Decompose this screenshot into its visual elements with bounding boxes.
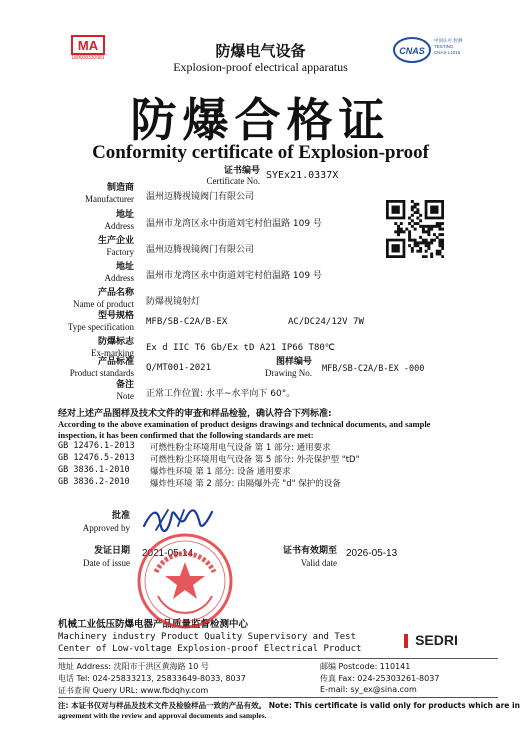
approved-by-label-en: Approved by [82,523,130,533]
statement-en-1: According to the above examination of product designs drawings and technical documents, and sample [58,419,431,429]
issue-date-label [60,545,130,569]
field-label-en: Ex-marking [91,348,134,358]
field-label-en: Factory [106,247,134,257]
valid-date-value: 2026-05-13 [346,548,398,559]
statement-en-2: inspection, it has been confirmed that the following standards are met: [58,430,314,440]
official-stamp [136,532,234,630]
header-cn: 防爆电气设备 [215,42,306,60]
contact-postcode: 邮编 Postcode: 110141 [320,662,411,671]
statement-cn: 经对上述产品图样及技术文件的审查和样品检验，确认符合下列标准: [58,409,332,419]
standard-code: GB 3836.2-2010 [58,477,130,487]
field-label [4,357,134,379]
issue-date-value: 2021-05-14 [142,548,194,559]
agency-en-1: Machinery industry Product Quality Supervisory and Test [58,632,357,642]
field-label-en: Type specification [67,322,134,332]
field-value: 正常工作位置: 水平~水平向下 60°。 [146,389,296,399]
field-value: 温州市龙湾区永中街道刘宅村伯温路 109 号 [146,219,322,229]
cert-no-label [190,166,260,186]
field-value: MFB/SB-C2A/B-EX [146,317,228,327]
drawing-no-label-cn: 图样编号 [275,357,312,367]
contact-query: 证书查询 Query URL: www.fbdqhy.com [58,686,209,695]
cert-no-label-cn: 证书编号 [223,166,260,176]
page-title: 防爆合格证 [130,93,391,147]
field-label-cn: 产品标准 [97,357,134,367]
contact-tel: 电话 Tel: 024-25833213, 25833649-8033, 8037 [58,674,246,683]
approved-by-label-cn: 批准 [111,511,130,521]
drawing-no-label-en: Drawing No. [265,368,312,378]
standard-name: 爆炸性环境 第 1 部分: 设备 通用要求 [150,467,291,477]
header-en: Explosion-proof electrical apparatus [173,60,348,74]
standard-code: GB 3836.1-2010 [58,465,130,475]
contact-email: E-mail: sy_ex@sina.com [320,685,417,694]
sedri-logo-text: SEDRI [415,632,458,648]
field-label-cn: 制造商 [106,183,134,193]
field-value: 防爆视镜射灯 [146,297,201,307]
field-label-en: Note [116,391,134,401]
field-label-en: Product standards [69,368,134,378]
field-label-en: Name of product [73,299,134,309]
field-label [4,210,134,232]
footnote-2: agreement with the review and approval documents and samples. [58,711,267,720]
field-label-cn: 产品名称 [97,288,134,298]
field-value: 温州市龙湾区永中街道刘宅村伯温路 109 号 [146,271,322,281]
field-value: 温州迈腾视镜阀门有限公司 [146,192,255,202]
divider-bottom [58,697,498,698]
standard-code: GB 12476.1-2013 [58,441,135,451]
cert-no-value: SYEx21.0337X [266,170,339,181]
field-label [4,288,134,310]
qr-code [386,200,444,258]
agency-en-2: Center of Low-voltage Explosion-proof Electrical Product [58,644,362,654]
field-label [4,337,134,359]
approved-by-label [60,510,130,534]
ma-logo-sub: 180008330081 [71,55,105,61]
valid-date-label-cn: 证书有效期至 [282,546,337,556]
footnote-1: 注: 本证书仅对与样品及技术文件及检验样品一致的产品有效。 Note: This certificate is valid only for products which are in [58,701,520,710]
issue-date-label-cn: 发证日期 [93,546,130,556]
drawing-no-label [240,357,312,379]
standard-code: GB 12476.5-2013 [58,453,135,463]
field-value: Q/MT001-2021 [146,363,212,373]
field-label-en: Address [104,221,134,231]
field-label [4,262,134,284]
valid-date-label [262,545,337,569]
standard-name: 可燃性粉尘环境用电气设备 第 1 部分: 通用要求 [150,443,331,453]
field-label [4,183,134,205]
field-label-cn: 地址 [115,262,134,272]
field-label-en: Address [104,273,134,283]
field-label-cn: 防爆标志 [97,337,134,347]
contact-fax: 传真 Fax: 024-25303261-8037 [320,674,440,683]
svg-text:CNAS: CNAS [399,46,425,56]
field-label-cn: 备注 [115,380,134,390]
cert-no-label-en: Certificate No. [206,176,260,186]
cnas-logo-sub: 中国认可 检测 TESTING CNAS L1016 [434,38,463,55]
standard-name: 爆炸性环境 第 2 部分: 由隔爆外壳 "d" 保护的设备 [150,479,341,489]
field-label [4,236,134,258]
field-label-cn: 型号规格 [97,311,134,321]
field-label [4,380,134,402]
valid-date-label-en: Valid date [300,558,337,568]
field-value: 温州迈腾视镜阀门有限公司 [146,245,255,255]
page-title-en: Conformity certificate of Explosion-proof [92,142,429,163]
svg-text:MA: MA [77,38,99,53]
sedri-logo [404,630,458,649]
agency-cn: 机械工业低压防爆电器产品质量监督检测中心 [58,619,249,630]
divider-top [58,658,498,659]
standard-name: 可燃性粉尘环境用电气设备 第 5 部分: 外壳保护型 "tD" [150,455,360,465]
field-label [4,311,134,333]
field-label-cn: 地址 [115,210,134,220]
field-value-extra: AC/DC24/12V 7W [288,317,364,327]
issue-date-label-en: Date of issue [83,558,130,568]
drawing-no-value: MFB/SB-C2A/B-EX -000 [322,364,425,374]
field-label-cn: 生产企业 [97,236,134,246]
contact-address: 地址 Address: 沈阳市于洪区黄海路 10 号 [58,662,209,671]
field-value: Ex d IIC T6 Gb/Ex tD A21 IP66 T80℃ [146,343,335,353]
field-label-en: Manufacturer [85,194,134,204]
